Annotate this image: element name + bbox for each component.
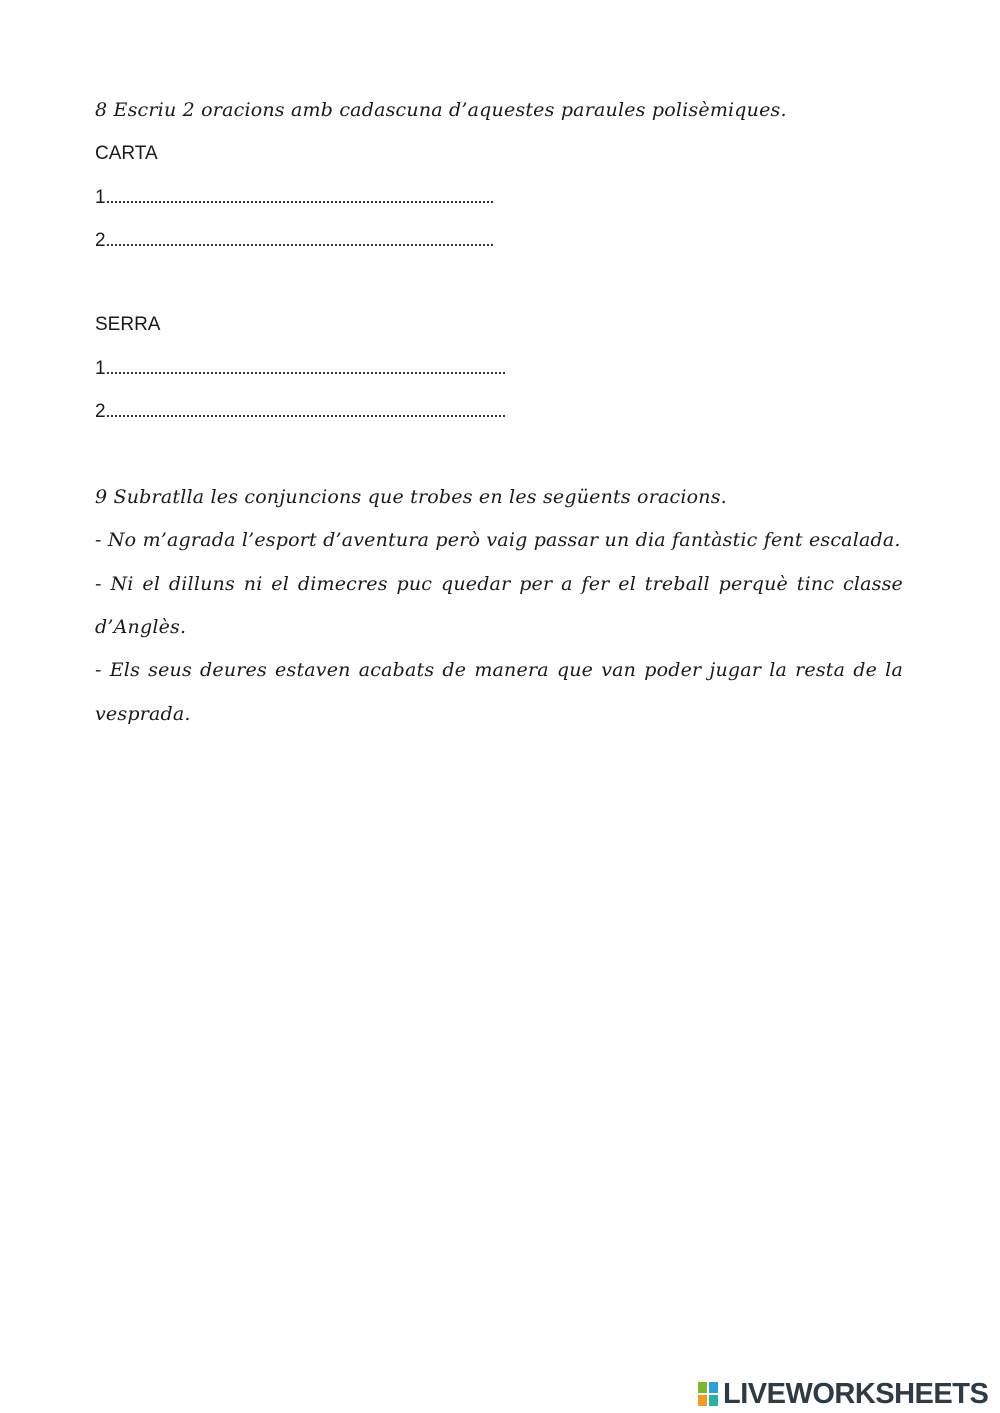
answer-number: 2	[95, 230, 106, 251]
answer-number: 1	[95, 358, 106, 379]
liveworksheets-logo	[697, 1379, 988, 1409]
serra-answer-row-2	[95, 397, 505, 423]
sentence-2-line-1[interactable]: - Ni el dilluns ni el dimecres puc quedar per a fer el treball perquè tinc classe	[95, 573, 903, 595]
carta-answer-row-1	[95, 183, 493, 209]
sentence-3-line-2[interactable]: vesprada.	[95, 703, 191, 725]
serra-answer-1-input[interactable]	[107, 354, 505, 374]
logo-text: LIVEWORKSHEETS	[723, 1377, 989, 1410]
carta-answer-row-2	[95, 226, 493, 252]
serra-answer-2-input[interactable]	[107, 397, 505, 417]
sentence-2-line-2[interactable]: d’Anglès.	[95, 616, 187, 638]
exercise-8-instruction: 8 Escriu 2 oracions amb cadascuna d’aquestes paraules polisèmiques.	[95, 99, 787, 121]
sentence-1[interactable]: - No m’agrada l’esport d’aventura però vaig passar un dia fantàstic fent escalada.	[95, 529, 901, 551]
answer-number: 2	[95, 401, 106, 422]
carta-answer-1-input[interactable]	[107, 183, 493, 203]
word-serra: SERRA	[95, 314, 161, 335]
word-carta: CARTA	[95, 143, 158, 164]
serra-answer-row-1	[95, 354, 505, 380]
carta-answer-2-input[interactable]	[107, 226, 493, 246]
sentence-3-line-1[interactable]: - Els seus deures estaven acabats de manera que van poder jugar la resta de la	[95, 659, 903, 681]
exercise-9-instruction: 9 Subratlla les conjuncions que trobes en les següents oracions.	[95, 486, 727, 508]
answer-number: 1	[95, 187, 106, 208]
liveworksheets-logo-icon	[697, 1381, 719, 1407]
